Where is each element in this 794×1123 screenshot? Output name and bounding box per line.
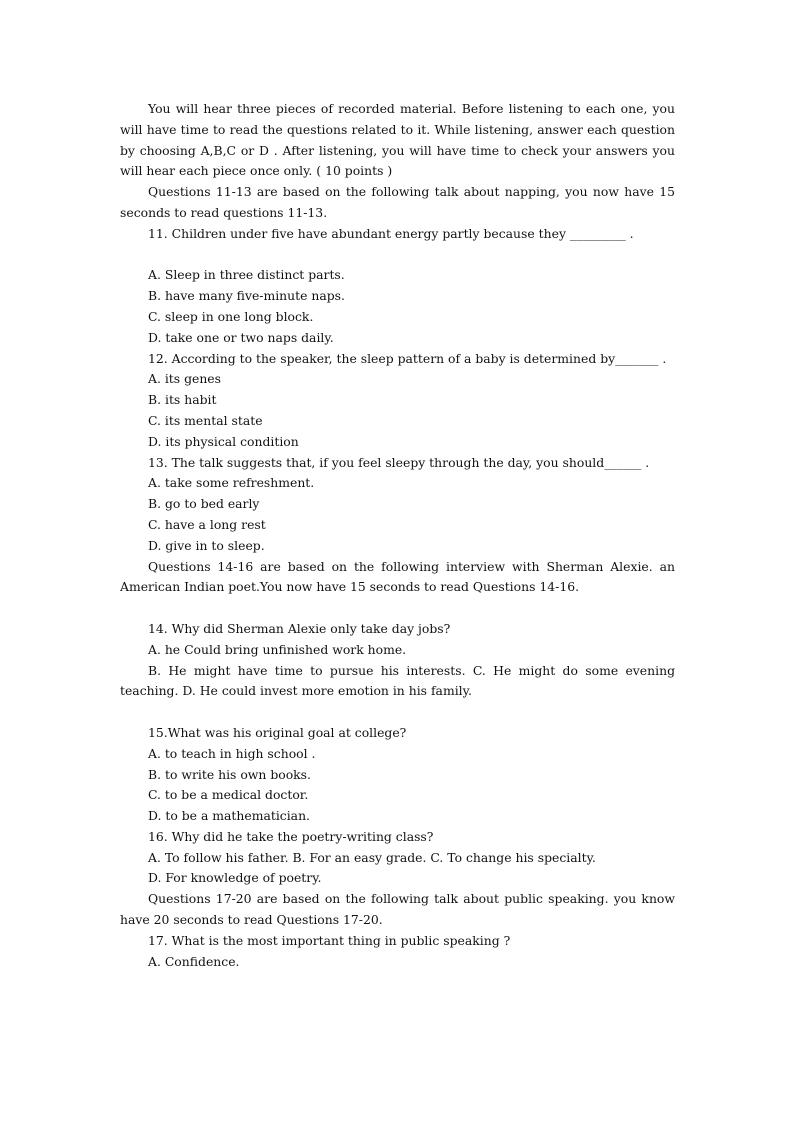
- question-17-stem: 17. What is the most important thing in public speaking ?: [148, 932, 511, 948]
- question-12-option-c: C. its mental state: [148, 412, 263, 428]
- question-15-option-a: A. to teach in high school .: [148, 745, 316, 761]
- question-13-option-b: B. go to bed early: [148, 496, 260, 512]
- question-16-option-d: D. For knowledge of poetry.: [148, 870, 322, 886]
- question-11-option-a: A. Sleep in three distinct parts.: [148, 267, 345, 283]
- question-11-option-b: B. have many five-minute naps.: [148, 288, 345, 304]
- question-15-option-d: D. to be a mathematician.: [148, 808, 310, 824]
- question-12-option-d: D. its physical condition: [148, 433, 299, 449]
- spacer: [120, 702, 675, 723]
- question-16-options-abc: A. To follow his father. B. For an easy grade. C. To change his specialty.: [148, 849, 596, 865]
- spacer: [120, 245, 675, 266]
- question-15-stem: 15.What was his original goal at college?: [148, 724, 407, 740]
- document-page: [120, 99, 675, 972]
- spacer: [120, 598, 675, 619]
- question-14-stem: 14. Why did Sherman Alexie only take day jobs?: [148, 620, 451, 636]
- question-16-stem: 16. Why did he take the poetry-writing class?: [148, 828, 434, 844]
- section-heading-17-20: Questions 17-20 are based on the following talk about public speaking. you know have 20 seconds to read Questions 17-20.: [120, 891, 675, 928]
- question-12-option-b: B. its habit: [148, 392, 217, 408]
- question-11-stem: 11. Children under five have abundant energy partly because they _________ .: [148, 225, 634, 241]
- question-13-stem: 13. The talk suggests that, if you feel sleepy through the day, you should______ .: [148, 454, 650, 470]
- section-heading-11-13: Questions 11-13 are based on the following talk about napping, you now have 15 seconds to read questions 11-13.: [120, 184, 675, 220]
- question-15-option-c: C. to be a medical doctor.: [148, 787, 309, 803]
- question-13-option-c: C. have a long rest: [148, 516, 266, 532]
- question-12-stem: 12. According to the speaker, the sleep pattern of a baby is determined by_______ .: [148, 350, 667, 366]
- question-13-option-a: A. take some refreshment.: [148, 475, 315, 491]
- question-11-option-d: D. take one or two naps daily.: [148, 329, 334, 345]
- question-17-option-a: A. Confidence.: [148, 953, 240, 969]
- listening-instructions: You will hear three pieces of recorded material. Before listening to each one, you will have time to read the questions related to it. While listening, answer each question by choosing A,B,C or D . After listening, you will have time to check your answers you will hear each piece once only. ( 10 points ): [120, 101, 675, 179]
- question-14-options-bcd: B. He might have time to pursue his interests. C. He might do some evening teaching. D. He could invest more emotion in his family.: [120, 662, 675, 699]
- question-12-option-a: A. its genes: [148, 371, 222, 387]
- section-heading-14-16: Questions 14-16 are based on the following interview with Sherman Alexie. an American Indian poet.You now have 15 seconds to read Questions 14-16.: [120, 558, 675, 595]
- question-13-option-d: D. give in to sleep.: [148, 537, 265, 553]
- question-15-option-b: B. to write his own books.: [148, 766, 311, 782]
- question-14-option-a: A. he Could bring unfinished work home.: [148, 641, 407, 657]
- question-11-option-c: C. sleep in one long block.: [148, 308, 314, 324]
